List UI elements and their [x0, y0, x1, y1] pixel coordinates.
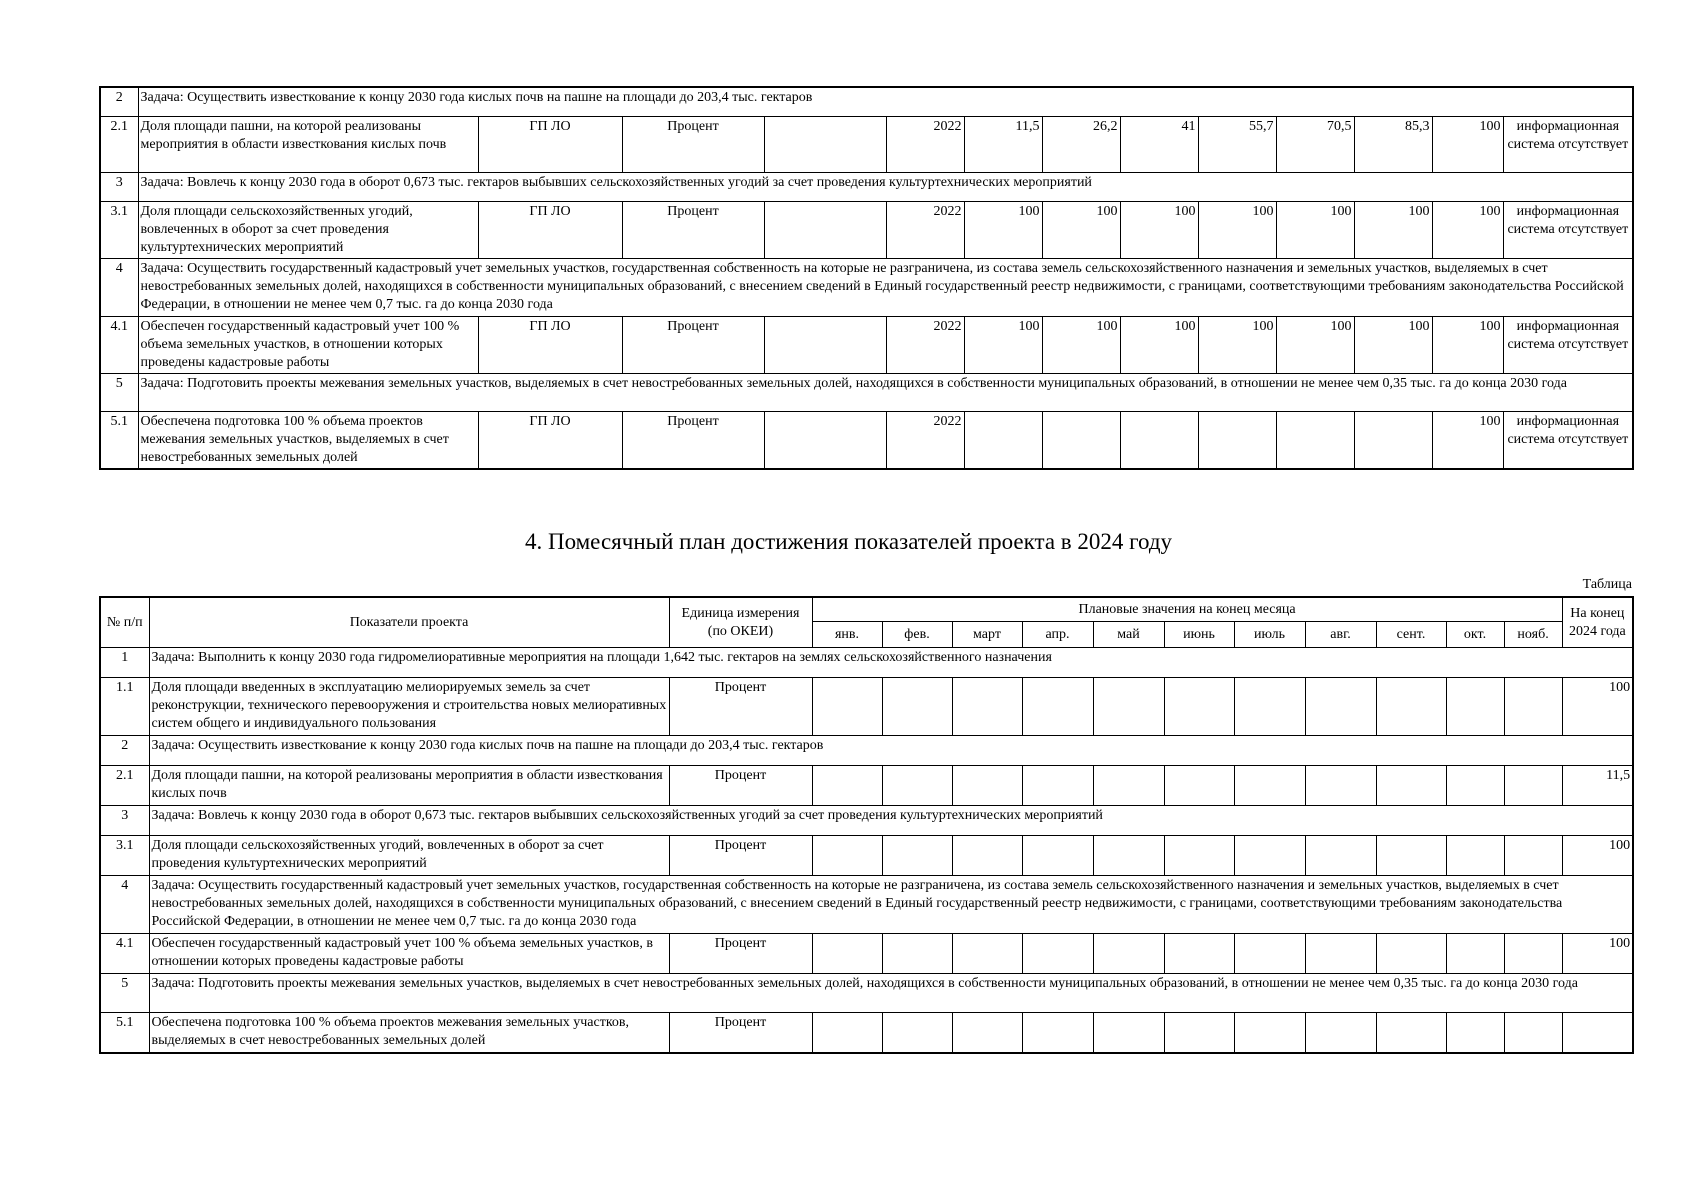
task-text: Задача: Вовлечь к концу 2030 года в оборот 0,673 тыс. гектаров выбывших сельскохозяйственных угодий за счет проведения культуртехнических мероприятий: [138, 173, 1633, 202]
indicator-unit: Процент: [669, 934, 812, 974]
month-value-cell: [1022, 934, 1093, 974]
indicator-row: [100, 412, 1633, 470]
row-number: 4.1: [100, 934, 149, 974]
base-year: 2022: [886, 117, 964, 173]
indicator-row: [100, 317, 1633, 374]
value-v5: 70,5: [1276, 117, 1354, 173]
month-value-cell: [1504, 934, 1562, 974]
value-v4: 100: [1198, 317, 1276, 374]
indicator-level: ГП ЛО: [478, 202, 622, 259]
row-number: 1.1: [100, 678, 149, 736]
indicator-unit: Процент: [669, 836, 812, 876]
indicator-unit: Процент: [622, 412, 764, 470]
indicator-unit: Процент: [622, 202, 764, 259]
header-month: авг.: [1305, 622, 1376, 648]
header-month: нояб.: [1504, 622, 1562, 648]
row-number: 4.1: [100, 317, 138, 374]
value-v2: [1042, 412, 1120, 470]
month-value-cell: [1022, 1013, 1093, 1054]
task-text: Задача: Выполнить к концу 2030 года гидромелиоративные мероприятия на площади 1,642 тыс. гектаров на землях сельскохозяйственного назначения: [149, 648, 1633, 678]
indicator-row: [100, 766, 1633, 806]
indicators-table-continued: [99, 86, 1634, 470]
indicator-name: Доля площади пашни, на которой реализованы мероприятия в области известкования кислых почв: [138, 117, 478, 173]
year-end-value: 100: [1562, 836, 1633, 876]
value-v1: 100: [964, 202, 1042, 259]
month-value-cell: [1446, 934, 1504, 974]
header-month: июнь: [1164, 622, 1234, 648]
task-text: Задача: Осуществить государственный кадастровый учет земельных участков, государственная собственность на которые не разграничена, из состава земель сельскохозяйственного назначения и земельных участков, выделяемых в счет невостребованных земельных долей, находящихся в собственности муниципальных образований, с внесением сведений в Единый государственный реестр недвижимости, с границами, соответствующими требованиям законодательства Российской Федерации, в отношении не менее чем 0,7 тыс. га до конца 2030 года: [149, 876, 1633, 934]
month-value-cell: [952, 1013, 1022, 1054]
row-number: 3.1: [100, 836, 149, 876]
header-month: фев.: [882, 622, 952, 648]
indicator-name: Обеспечен государственный кадастровый учет 100 % объема земельных участков, в отношении которых проведены кадастровые работы: [138, 317, 478, 374]
indicator-row: [100, 202, 1633, 259]
indicator-unit: Процент: [622, 317, 764, 374]
row-number: 5.1: [100, 1013, 149, 1054]
indicator-unit: Процент: [669, 678, 812, 736]
month-value-cell: [1164, 836, 1234, 876]
information-system: информационная система отсутствует: [1503, 117, 1633, 173]
value-v5: [1276, 412, 1354, 470]
month-value-cell: [812, 766, 882, 806]
month-value-cell: [1022, 836, 1093, 876]
indicator-level: ГП ЛО: [478, 317, 622, 374]
task-row: [100, 736, 1633, 766]
month-value-cell: [1305, 766, 1376, 806]
month-value-cell: [1305, 934, 1376, 974]
value-v2: 26,2: [1042, 117, 1120, 173]
month-value-cell: [1305, 836, 1376, 876]
month-value-cell: [1376, 678, 1446, 736]
indicator-name: Доля площади сельскохозяйственных угодий, вовлеченных в оборот за счет проведения культуртехнических мероприятий: [149, 836, 669, 876]
month-value-cell: [882, 934, 952, 974]
month-value-cell: [1093, 766, 1164, 806]
value-v7: 100: [1432, 117, 1503, 173]
value-v4: [1198, 412, 1276, 470]
month-value-cell: [1164, 1013, 1234, 1054]
base-year: 2022: [886, 317, 964, 374]
header-month: апр.: [1022, 622, 1093, 648]
month-value-cell: [1234, 934, 1305, 974]
row-number: 2.1: [100, 117, 138, 173]
indicator-name: Доля площади пашни, на которой реализованы мероприятия в области известкования кислых почв: [149, 766, 669, 806]
row-number: 5: [100, 374, 138, 412]
row-number: 3.1: [100, 202, 138, 259]
month-value-cell: [1376, 836, 1446, 876]
table-label: Таблица: [1582, 577, 1632, 592]
month-value-cell: [1446, 766, 1504, 806]
task-row: [100, 173, 1633, 202]
header-month: янв.: [812, 622, 882, 648]
month-value-cell: [1504, 766, 1562, 806]
row-number: 5: [100, 974, 149, 1013]
information-system: информационная система отсутствует: [1503, 202, 1633, 259]
month-value-cell: [1504, 1013, 1562, 1054]
month-value-cell: [1164, 766, 1234, 806]
year-end-value: 100: [1562, 934, 1633, 974]
value-v5: 100: [1276, 317, 1354, 374]
row-number: 4: [100, 876, 149, 934]
value-v3: 100: [1120, 317, 1198, 374]
task-row: [100, 648, 1633, 678]
month-value-cell: [1305, 1013, 1376, 1054]
month-value-cell: [952, 766, 1022, 806]
month-value-cell: [1504, 678, 1562, 736]
task-row: [100, 974, 1633, 1013]
indicator-name: Доля площади сельскохозяйственных угодий, вовлеченных в оборот за счет проведения культуртехнических мероприятий: [138, 202, 478, 259]
month-value-cell: [1376, 766, 1446, 806]
row-number: 1: [100, 648, 149, 678]
month-value-cell: [1446, 1013, 1504, 1054]
value-v7: 100: [1432, 202, 1503, 259]
value-v1: [964, 412, 1042, 470]
year-end-value: 11,5: [1562, 766, 1633, 806]
row-number: 2: [100, 87, 138, 117]
header-planned-values: Плановые значения на конец месяца: [812, 597, 1562, 622]
month-value-cell: [1093, 1013, 1164, 1054]
task-text: Задача: Вовлечь к концу 2030 года в оборот 0,673 тыс. гектаров выбывших сельскохозяйственных угодий за счет проведения культуртехнических мероприятий: [149, 806, 1633, 836]
month-value-cell: [1022, 766, 1093, 806]
indicator-unit: Процент: [669, 1013, 812, 1054]
header-month: окт.: [1446, 622, 1504, 648]
monthly-plan-header: [100, 597, 1633, 648]
month-value-cell: [882, 678, 952, 736]
month-value-cell: [1093, 836, 1164, 876]
month-value-cell: [1164, 678, 1234, 736]
month-value-cell: [1234, 836, 1305, 876]
month-value-cell: [812, 1013, 882, 1054]
indicator-unit: Процент: [669, 766, 812, 806]
indicator-level: ГП ЛО: [478, 412, 622, 470]
value-v7: 100: [1432, 412, 1503, 470]
month-value-cell: [1164, 934, 1234, 974]
header-month: март: [952, 622, 1022, 648]
month-value-cell: [952, 836, 1022, 876]
month-value-cell: [1376, 1013, 1446, 1054]
indicator-row: [100, 678, 1633, 736]
task-row: [100, 374, 1633, 412]
month-value-cell: [1446, 678, 1504, 736]
indicator-name: Доля площади введенных в эксплуатацию мелиорируемых земель за счет реконструкции, технического перевооружения и строительства новых мелиоративных систем общего и индивидуального пользования: [149, 678, 669, 736]
value-v1: 100: [964, 317, 1042, 374]
month-value-cell: [1376, 934, 1446, 974]
task-row: [100, 876, 1633, 934]
value-v7: 100: [1432, 317, 1503, 374]
row-number: 3: [100, 173, 138, 202]
base-year: 2022: [886, 202, 964, 259]
month-value-cell: [1234, 1013, 1305, 1054]
indicator-row: [100, 836, 1633, 876]
header-month: июль: [1234, 622, 1305, 648]
header-num: № п/п: [100, 597, 149, 648]
value-v3: 100: [1120, 202, 1198, 259]
empty-cell: [764, 317, 886, 374]
task-text: Задача: Осуществить известкование к концу 2030 года кислых почв на пашне на площади до 203,4 тыс. гектаров: [149, 736, 1633, 766]
indicator-unit: Процент: [622, 117, 764, 173]
month-value-cell: [952, 934, 1022, 974]
month-value-cell: [812, 934, 882, 974]
value-v3: [1120, 412, 1198, 470]
month-value-cell: [812, 678, 882, 736]
empty-cell: [764, 412, 886, 470]
month-value-cell: [1305, 678, 1376, 736]
month-value-cell: [1093, 934, 1164, 974]
month-value-cell: [1234, 766, 1305, 806]
value-v3: 41: [1120, 117, 1198, 173]
month-value-cell: [882, 836, 952, 876]
row-number: 2: [100, 736, 149, 766]
header-indicators: Показатели проекта: [149, 597, 669, 648]
task-text: Задача: Осуществить государственный кадастровый учет земельных участков, государственная собственность на которые не разграничена, из состава земель сельскохозяйственного назначения и земельных участков, выделяемых в счет невостребованных земельных долей, находящихся в собственности муниципальных образований, с внесением сведений в Единый государственный реестр недвижимости, с границами, соответствующими требованиям законодательства Российской Федерации, в отношении не менее чем 0,7 тыс. га до конца 2030 года: [138, 259, 1633, 317]
value-v6: 85,3: [1354, 117, 1432, 173]
row-number: 4: [100, 259, 138, 317]
value-v6: 100: [1354, 202, 1432, 259]
month-value-cell: [882, 1013, 952, 1054]
task-row: [100, 87, 1633, 117]
header-month: сент.: [1376, 622, 1446, 648]
year-end-value: 100: [1562, 678, 1633, 736]
value-v2: 100: [1042, 202, 1120, 259]
information-system: информационная система отсутствует: [1503, 317, 1633, 374]
month-value-cell: [1446, 836, 1504, 876]
task-row: [100, 259, 1633, 317]
value-v4: 100: [1198, 202, 1276, 259]
indicator-level: ГП ЛО: [478, 117, 622, 173]
indicator-name: Обеспечен государственный кадастровый учет 100 % объема земельных участков, в отношении которых проведены кадастровые работы: [149, 934, 669, 974]
empty-cell: [764, 117, 886, 173]
task-text: Задача: Подготовить проекты межевания земельных участков, выделяемых в счет невостребованных земельных долей, находящихся в собственности муниципальных образований, в отношении не менее чем 0,35 тыс. га до конца 2030 года: [138, 374, 1633, 412]
value-v4: 55,7: [1198, 117, 1276, 173]
base-year: 2022: [886, 412, 964, 470]
value-v1: 11,5: [964, 117, 1042, 173]
row-number: 5.1: [100, 412, 138, 470]
value-v5: 100: [1276, 202, 1354, 259]
monthly-plan-body: [100, 648, 1633, 1054]
month-value-cell: [812, 836, 882, 876]
month-value-cell: [1093, 678, 1164, 736]
task-row: [100, 806, 1633, 836]
indicator-name: Обеспечена подготовка 100 % объема проектов межевания земельных участков, выделяемых в счет невостребованных земельных долей: [149, 1013, 669, 1054]
month-value-cell: [952, 678, 1022, 736]
month-value-cell: [882, 766, 952, 806]
indicator-row: [100, 1013, 1633, 1054]
indicator-name: Обеспечена подготовка 100 % объема проектов межевания земельных участков, выделяемых в счет невостребованных земельных долей: [138, 412, 478, 470]
empty-cell: [764, 202, 886, 259]
header-year-end: На конец 2024 года: [1562, 597, 1633, 648]
value-v2: 100: [1042, 317, 1120, 374]
value-v6: 100: [1354, 317, 1432, 374]
monthly-plan-table: [99, 596, 1634, 1054]
indicator-row: [100, 934, 1633, 974]
indicator-row: [100, 117, 1633, 173]
header-unit: Единица измерения (по ОКЕИ): [669, 597, 812, 648]
task-text: Задача: Подготовить проекты межевания земельных участков, выделяемых в счет невостребованных земельных долей, находящихся в собственности муниципальных образований, в отношении не менее чем 0,35 тыс. га до конца 2030 года: [149, 974, 1633, 1013]
row-number: 2.1: [100, 766, 149, 806]
row-number: 3: [100, 806, 149, 836]
month-value-cell: [1022, 678, 1093, 736]
information-system: информационная система отсутствует: [1503, 412, 1633, 470]
header-month: май: [1093, 622, 1164, 648]
month-value-cell: [1504, 836, 1562, 876]
section-title: 4. Помесячный план достижения показателей проекта в 2024 году: [524, 529, 1173, 554]
month-value-cell: [1234, 678, 1305, 736]
year-end-value: [1562, 1013, 1633, 1054]
value-v6: [1354, 412, 1432, 470]
indicators-table-body: [100, 87, 1633, 469]
task-text: Задача: Осуществить известкование к концу 2030 года кислых почв на пашне на площади до 203,4 тыс. гектаров: [138, 87, 1633, 117]
